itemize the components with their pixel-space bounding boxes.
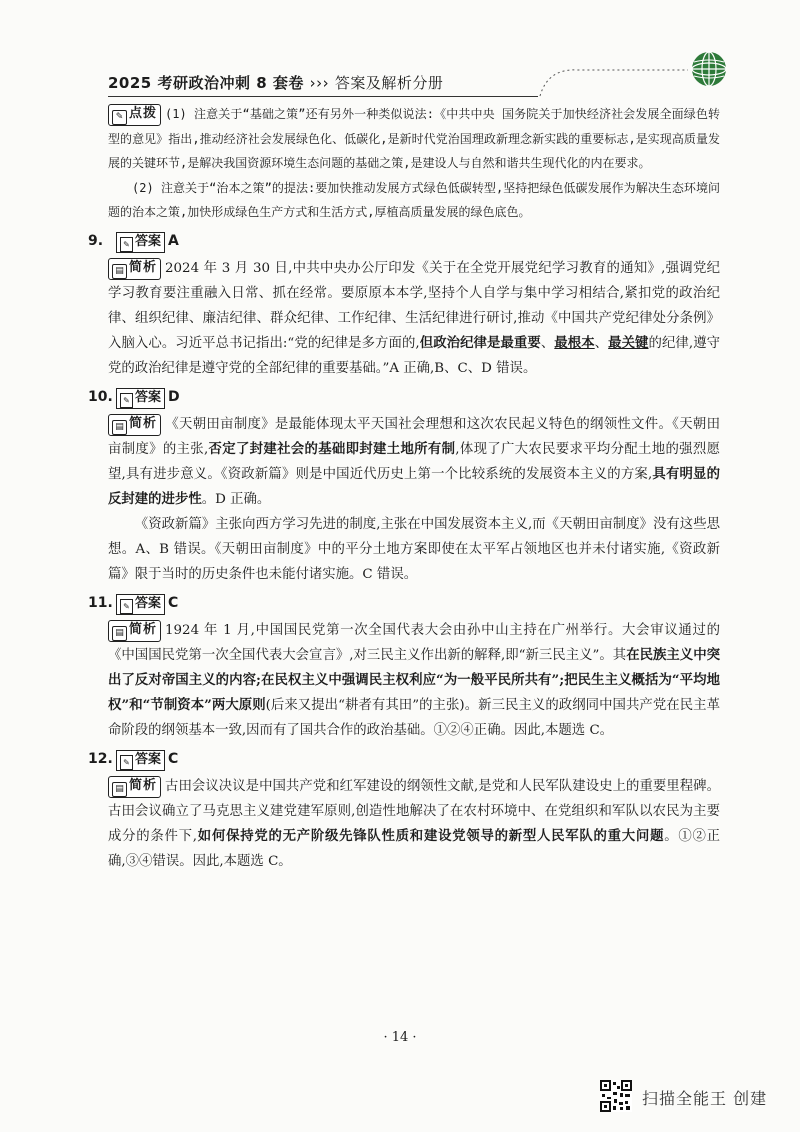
- question-number: 10.: [88, 388, 113, 405]
- question-number: 11.: [88, 594, 113, 611]
- analysis-tag: ▤ 简析: [108, 258, 161, 280]
- pen-icon: ✎: [120, 755, 133, 770]
- question-9-analysis: ▤ 简析 2024 年 3 月 30 日,中共中央办公厅印发《关于在全党开展党纪学习教育的通知》,强调党纪学习教育要注重融入日常、抓在经常。要原原本本学,坚持个人自学与集中学习相结合,紧扣党的政治纪律、组织纪律、廉洁纪律、群众纪律、工作纪律、生活纪律进行研讨,推动《中国共产党纪律处分条例》入脑入心。习近平总书记指出:“党的纪律是多方面的,但政治纪律是最重要、最根本、最关键的纪律,遵守党的政治纪律是遵守党的全部纪律的重要基础。”A 正确,B、C、D 错误。: [108, 259, 721, 376]
- page-number: · 14 ·: [383, 1030, 417, 1045]
- question-10-analysis: ▤ 简析 《天朝田亩制度》是最能体现太平天国社会理想和这次农民起义特色的纲领性文件。《天朝田亩制度》的主张,否定了封建社会的基础即封建土地所有制,体现了广大农民要求平均分配土地的强烈愿望,具有进步意义。《资政新篇》则是中国近代历史上第一个比较系统的发展资本主义的方案,具有明显的反封建的进步性。D 正确。: [108, 415, 720, 507]
- book-icon: ▤: [112, 782, 127, 797]
- answer-tag: ✎ 答案: [116, 594, 165, 615]
- question-12-answer: [88, 747, 720, 771]
- question-10-analysis-2: 《资政新篇》主张向西方学习先进的制度,主张在中国发展资本主义,而《天朝田亩制度》没有这些思想。A、B 错误。《天朝田亩制度》中的平分土地方案即使在太平军占领地区也并未付诸实施,《资政新篇》限于当时的历史条件也未能付诸实施。C 错误。: [108, 516, 720, 582]
- answer-letter: D: [168, 388, 180, 405]
- question-9-answer: [88, 229, 720, 253]
- question-10-answer: [88, 385, 720, 409]
- header-subtitle: 答案及解析分册: [334, 74, 444, 92]
- analysis-tag: ▤ 简析: [108, 776, 161, 798]
- header-title: [108, 72, 443, 93]
- note-paragraph-1: ✎ 点拨 (1) 注意关于“基础之策”还有另外一种类似说法:《中共中央 国务院关于加快经济社会发展全面绿色转型的意见》指出,推动经济社会发展绿色化、低碳化,是新时代党治国理政新理念新实践的重要标志,是实现高质量发展的关键环节,是解决我国资源环境生态问题的基础之策,是建设人与自然和谐共生现代化的内在要求。: [108, 106, 720, 170]
- question-number: 9.: [88, 232, 104, 249]
- qr-code-icon: [600, 1080, 632, 1112]
- answer-tag: ✎ 答案: [116, 232, 165, 253]
- note-paragraph-2: (2) 注意关于“治本之策”的提法:要加快推动发展方式绿色低碳转型,坚持把绿色低碳发展作为解决生态环境问题的治本之策,加快形成绿色生产方式和生活方式,厚植高质量发展的绿色底色。: [108, 180, 720, 219]
- scanner-credit: 扫描全能王 创建: [642, 1089, 768, 1108]
- question-number: 12.: [88, 750, 113, 767]
- book-title: 2025 考研政治冲刺 8 套卷: [108, 74, 304, 92]
- answer-letter: A: [168, 232, 179, 249]
- answer-letter: C: [168, 594, 179, 611]
- answer-tag: ✎ 答案: [116, 388, 165, 409]
- scanner-watermark: [600, 1080, 790, 1116]
- pen-icon: ✎: [120, 599, 133, 614]
- question-11-answer: [88, 591, 720, 615]
- lightbulb-icon: ✎: [112, 110, 127, 125]
- dotted-curve-decoration: [538, 64, 688, 98]
- book-icon: ▤: [112, 264, 127, 279]
- answer-tag: ✎ 答案: [116, 750, 165, 771]
- question-12-analysis: ▤ 简析 古田会议决议是中国共产党和红军建设的纲领性文献,是党和人民军队建设史上的重要里程碑。古田会议确立了马克思主义建党建军原则,创造性地解决了在农村环境中、在党组织和军队以农民为主要成分的条件下,如何保持党的无产阶级先锋队性质和建设党领导的新型人民军队的重大问题。①②正确,③④错误。因此,本题选 C。: [108, 777, 720, 869]
- analysis-tag: ▤ 简析: [108, 620, 161, 642]
- note-tag: ✎ 点拨: [108, 104, 161, 126]
- page-header: [108, 70, 708, 96]
- question-11-analysis: ▤ 简析 1924 年 1 月,中国国民党第一次全国代表大会由孙中山主持在广州举行。大会审议通过的《中国国民党第一次全国代表大会宣言》,对三民主义作出新的解释,即“新三民主义”。其在民族主义中突出了反对帝国主义的内容;在民权主义中强调民主权利应“为一般平民所共有”;把民生主义概括为“平均地权”和“节制资本”两大原则(后来又提出“耕者有其田”的主张)。新三民主义的政纲同中国共产党在民主革命阶段的纲领基本一致,因而有了国共合作的政治基础。①②④正确。因此,本题选 C。: [108, 621, 721, 738]
- globe-logo-icon: [690, 50, 728, 88]
- answer-content: [88, 102, 721, 874]
- header-separator: ›››: [309, 74, 330, 92]
- pen-icon: ✎: [120, 237, 133, 252]
- header-rule: [108, 96, 538, 97]
- answer-letter: C: [168, 750, 179, 767]
- analysis-tag: ▤ 简析: [108, 414, 161, 436]
- pen-icon: ✎: [120, 393, 133, 408]
- book-icon: ▤: [112, 626, 127, 641]
- book-icon: ▤: [112, 420, 127, 435]
